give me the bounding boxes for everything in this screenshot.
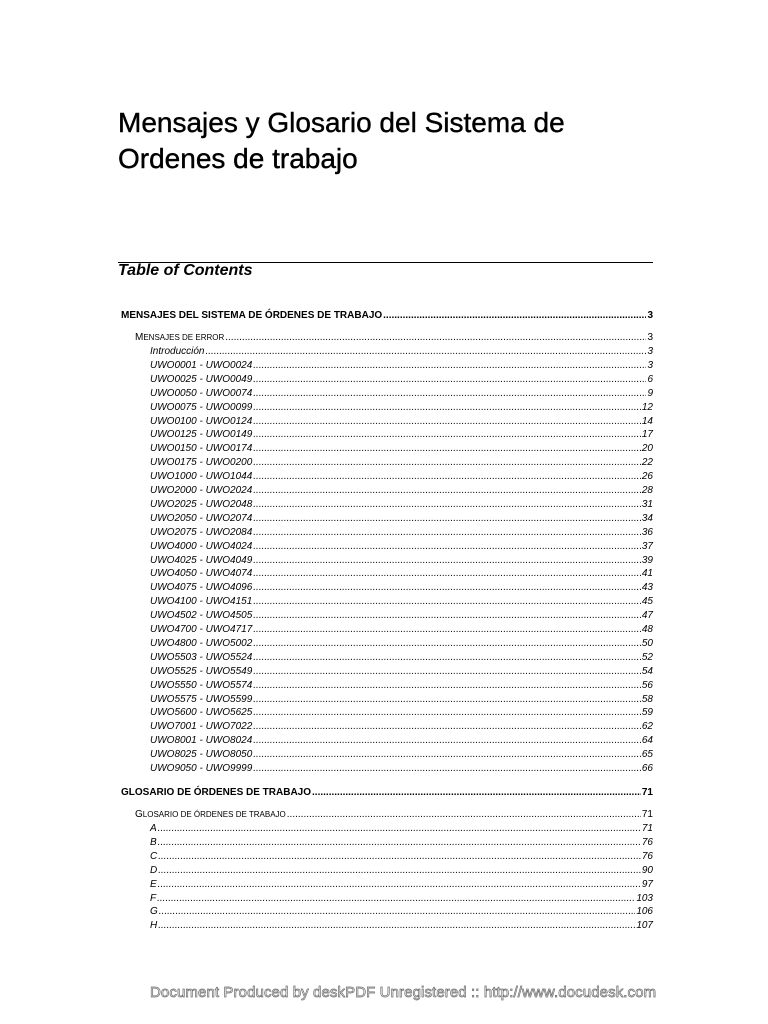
toc-item[interactable] <box>150 851 653 865</box>
toc-item[interactable] <box>150 429 653 443</box>
toc-item-label: UWO4502 - UWO4505 <box>150 610 253 622</box>
toc-page-number: 54 <box>641 665 653 677</box>
toc-item-label: B <box>150 836 157 848</box>
toc-page-number: 3 <box>647 332 653 343</box>
toc-item[interactable] <box>150 763 653 777</box>
dot-leader <box>253 360 646 371</box>
toc-item-label: UWO4025 - UWO4049 <box>150 554 253 566</box>
toc-page-number: 71 <box>641 823 653 834</box>
toc-item-label: UWO0175 - UWO0200 <box>150 457 253 469</box>
toc-item-label: UWO4000 - UWO4024 <box>150 540 253 552</box>
toc-item-label: UWO4700 - UWO4717 <box>150 624 253 635</box>
dot-leader <box>158 837 641 848</box>
toc-item[interactable] <box>150 374 653 388</box>
toc-page-number: 58 <box>641 693 653 705</box>
toc-page-number: 97 <box>641 878 653 890</box>
dot-leader <box>287 809 641 820</box>
dot-leader <box>253 638 641 649</box>
toc-item[interactable] <box>150 906 653 920</box>
toc-item[interactable] <box>150 555 653 569</box>
toc-subsection-glosario[interactable] <box>135 809 653 823</box>
dot-leader <box>158 865 641 876</box>
toc-item-label: UWO5575 - UWO5599 <box>150 693 253 705</box>
dot-leader <box>158 920 635 931</box>
toc-item-label: UWO5550 - UWO5574 <box>150 679 253 691</box>
dot-leader <box>253 610 641 621</box>
dot-leader <box>253 527 641 538</box>
dot-leader <box>253 582 641 593</box>
dot-leader <box>253 443 641 454</box>
toc-item[interactable] <box>150 721 653 735</box>
title-line-2: Ordenes de trabajo <box>118 143 358 174</box>
toc-page-number: 26 <box>641 471 653 483</box>
toc-page-number: 14 <box>641 415 653 427</box>
dot-leader <box>253 388 646 399</box>
toc-item[interactable] <box>150 823 653 837</box>
toc-item-label: UWO4050 - UWO4074 <box>150 568 253 580</box>
toc-page-number: 48 <box>641 624 653 635</box>
toc-item-label: Introducción <box>150 346 205 357</box>
dot-leader <box>253 555 641 566</box>
toc-item-label: C <box>150 850 158 862</box>
toc-item-label: UWO7001 - UWO7022 <box>150 721 253 733</box>
toc-subsection-label: GLOSARIO DE ÓRDENES DE TRABAJO <box>135 809 286 820</box>
toc-item[interactable] <box>150 360 653 374</box>
toc-page-number: 47 <box>641 610 653 622</box>
title-line-1: Mensajes y Glosario del Sistema de <box>118 107 565 138</box>
dot-leader <box>253 541 641 552</box>
toc-item-label: UWO2050 - UWO2074 <box>150 512 253 524</box>
toc-item[interactable] <box>150 582 653 596</box>
dot-leader <box>253 735 641 746</box>
document-title <box>118 105 678 177</box>
dot-leader <box>253 694 641 705</box>
toc-page-number: 3 <box>647 346 653 357</box>
toc-page-number: 20 <box>641 443 653 455</box>
dot-leader <box>253 652 641 663</box>
toc-item[interactable] <box>150 527 653 541</box>
toc-page-number: 39 <box>641 554 653 566</box>
dot-leader <box>158 823 641 834</box>
toc-item[interactable] <box>150 893 653 907</box>
toc-item-label: UWO8025 - UWO8050 <box>150 749 253 761</box>
toc-page-number: 50 <box>641 637 653 649</box>
toc-item[interactable] <box>150 707 653 721</box>
toc-item[interactable] <box>150 652 653 666</box>
toc-page-number: 56 <box>641 679 653 691</box>
dot-leader <box>253 596 641 607</box>
toc-page-number: 28 <box>641 485 653 496</box>
dot-leader <box>253 624 641 635</box>
toc-item[interactable] <box>150 457 653 471</box>
toc-item[interactable] <box>150 694 653 708</box>
toc-item-label: UWO5503 - UWO5524 <box>150 651 253 663</box>
toc-page-number: 34 <box>641 512 653 524</box>
toc-page-number: 64 <box>641 735 653 747</box>
toc-page-number: 76 <box>641 836 653 848</box>
toc-item-label: UWO0150 - UWO0174 <box>150 443 253 455</box>
toc-item-label: UWO0050 - UWO0074 <box>150 387 253 399</box>
toc-section-label: GLOSARIO DE ÓRDENES DE TRABAJO <box>121 787 312 798</box>
dot-leader <box>253 457 641 468</box>
dot-leader <box>253 402 641 413</box>
dot-leader <box>158 851 641 862</box>
toc-page-number: 37 <box>641 540 653 552</box>
toc-page-number: 66 <box>641 763 653 774</box>
toc-item-label: UWO4800 - UWO5002 <box>150 637 253 649</box>
toc-page-number: 62 <box>641 721 653 733</box>
toc-page-number: 107 <box>636 920 653 932</box>
toc-item-label: UWO5525 - UWO5549 <box>150 665 253 677</box>
toc-item-label: E <box>150 878 157 890</box>
toc-heading: Table of Contents <box>118 262 253 279</box>
toc-item-label: F <box>150 892 157 904</box>
toc-item[interactable] <box>150 346 653 360</box>
dot-leader <box>253 485 641 496</box>
toc-item[interactable] <box>150 402 653 416</box>
toc-subsection-label: MENSAJES DE ERROR <box>135 332 225 343</box>
toc-page-number: 3 <box>647 359 653 371</box>
toc-item-label: UWO0001 - UWO0024 <box>150 359 253 371</box>
toc-page-number: 52 <box>641 651 653 663</box>
dot-leader <box>253 471 641 482</box>
toc-item-label: UWO0025 - UWO0049 <box>150 373 253 385</box>
dot-leader <box>253 374 646 385</box>
toc-page-number: 71 <box>641 787 653 798</box>
toc-item[interactable] <box>150 638 653 652</box>
toc-item[interactable] <box>150 541 653 555</box>
toc-page-number: 12 <box>641 401 653 413</box>
dot-leader <box>253 513 641 524</box>
toc-item-label: UWO8001 - UWO8024 <box>150 735 253 747</box>
dot-leader <box>205 346 646 357</box>
dot-leader <box>253 749 641 760</box>
toc-item[interactable] <box>150 865 653 879</box>
dot-leader <box>253 680 641 691</box>
dot-leader <box>253 568 641 579</box>
toc-page-number: 3 <box>647 310 653 321</box>
toc-item-label: UWO5600 - UWO5625 <box>150 707 253 719</box>
toc-page-number: 65 <box>641 749 653 761</box>
toc-item-label: UWO2000 - UWO2024 <box>150 485 253 496</box>
toc-page-number: 103 <box>636 892 653 904</box>
toc-page-number: 41 <box>641 568 653 580</box>
toc-item[interactable] <box>150 513 653 527</box>
toc-item[interactable] <box>150 837 653 851</box>
dot-leader <box>312 787 641 798</box>
toc-page-number: 17 <box>641 429 653 441</box>
toc-item-label: D <box>150 864 158 876</box>
toc-item[interactable] <box>150 680 653 694</box>
toc-item[interactable] <box>150 920 653 934</box>
toc-section-mensajes[interactable] <box>121 310 653 324</box>
toc-item-label: UWO9050 - UWO9999 <box>150 763 253 774</box>
toc-item[interactable] <box>150 568 653 582</box>
toc-item-label: UWO1000 - UWO1044 <box>150 471 253 483</box>
dot-leader <box>159 906 636 917</box>
toc-item[interactable] <box>150 416 653 430</box>
dot-leader <box>253 429 641 440</box>
dot-leader <box>253 666 641 677</box>
dot-leader <box>253 707 641 718</box>
toc-item[interactable] <box>150 624 653 638</box>
dot-leader <box>157 893 635 904</box>
toc-page-number: 36 <box>641 526 653 538</box>
toc-section-glosario[interactable] <box>121 787 653 801</box>
toc-section-label: MENSAJES DEL SISTEMA DE ÓRDENES DE TRABAJO <box>121 310 383 321</box>
toc-item[interactable] <box>150 735 653 749</box>
toc-page-number: 59 <box>641 707 653 719</box>
toc-subsection-mensajes-de-error[interactable] <box>135 332 653 346</box>
toc-item[interactable] <box>150 388 653 402</box>
dot-leader <box>253 763 641 774</box>
toc-item[interactable] <box>150 666 653 680</box>
toc-item-label: UWO2025 - UWO2048 <box>150 498 253 510</box>
watermark-footer: Document Produced by deskPDF Unregistered :: http://www.docudesk.com <box>150 984 657 1001</box>
toc-page-number: 31 <box>641 498 653 510</box>
toc-item[interactable] <box>150 485 653 499</box>
toc-item[interactable] <box>150 443 653 457</box>
toc-page-number: 45 <box>641 596 653 608</box>
toc-item-label: H <box>150 920 158 932</box>
toc-item[interactable] <box>150 749 653 763</box>
toc-item[interactable] <box>150 610 653 624</box>
dot-leader <box>225 332 646 343</box>
toc-item[interactable] <box>150 471 653 485</box>
toc-item-label: UWO4100 - UWO4151 <box>150 596 253 608</box>
toc-item[interactable] <box>150 596 653 610</box>
dot-leader <box>253 416 641 427</box>
toc-page-number: 22 <box>641 457 653 469</box>
dot-leader <box>383 310 646 321</box>
toc-page-number: 9 <box>647 387 653 399</box>
toc-page-number: 71 <box>641 809 653 820</box>
toc-item-label: UWO0075 - UWO0099 <box>150 401 253 413</box>
toc-page-number: 6 <box>647 373 653 385</box>
toc-item-label: UWO0125 - UWO0149 <box>150 429 253 441</box>
toc-item-label: UWO2075 - UWO2084 <box>150 526 253 538</box>
toc-item[interactable] <box>150 499 653 513</box>
toc-item-label: A <box>150 823 157 834</box>
toc-item-label: G <box>150 906 158 918</box>
toc-item[interactable] <box>150 879 653 893</box>
toc-page-number: 76 <box>641 850 653 862</box>
dot-leader <box>253 721 641 732</box>
dot-leader <box>253 499 641 510</box>
toc-page-number: 90 <box>641 864 653 876</box>
toc-page-number: 106 <box>636 906 653 918</box>
toc-item-label: UWO0100 - UWO0124 <box>150 415 253 427</box>
toc-item-label: UWO4075 - UWO4096 <box>150 582 253 594</box>
toc-page-number: 43 <box>641 582 653 594</box>
dot-leader <box>158 879 641 890</box>
